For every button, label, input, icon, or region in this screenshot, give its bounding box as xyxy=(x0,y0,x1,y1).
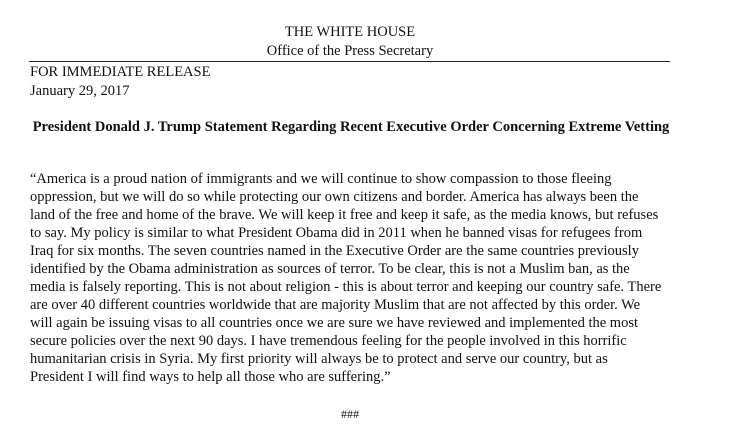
statement-line: humanitarian crisis in Syria. My first priority will always be to protect and serve our country, but as xyxy=(30,351,608,367)
header-divider xyxy=(29,61,670,62)
statement-line: secure policies over the next 90 days. I have tremendous feeling for the people involved in this horrific xyxy=(30,333,627,349)
release-date: January 29, 2017 xyxy=(30,83,130,99)
organization-title: THE WHITE HOUSE xyxy=(284,24,416,40)
statement-line: Iraq for six months. The seven countries named in the Executive Order are the same countries previously xyxy=(30,243,639,259)
end-of-release-mark: ### xyxy=(341,407,359,421)
office-subtitle: Office of the Press Secretary xyxy=(266,43,434,59)
statement-body xyxy=(30,170,675,386)
statement-line: “America is a proud nation of immigrants and we will continue to show compassion to those fleeing xyxy=(30,171,612,187)
statement-line: identified by the Obama administration as sources of terror. To be clear, this is not a Muslim ban, as the xyxy=(30,261,630,277)
statement-line: President I will find ways to help all those who are suffering.” xyxy=(30,369,391,385)
statement-headline: President Donald J. Trump Statement Regarding Recent Executive Order Concerning Extreme Vetting xyxy=(32,119,670,135)
release-label: FOR IMMEDIATE RELEASE xyxy=(30,64,211,80)
statement-line: oppression, but we will do so while protecting our own citizens and border. America has always been the xyxy=(30,189,639,205)
statement-line: land of the free and home of the brave. We will keep it free and keep it safe, as the media knows, but refuses xyxy=(30,207,659,223)
statement-line: will again be issuing visas to all countries once we are sure we have reviewed and implemented the most xyxy=(30,315,639,331)
statement-line: media is falsely reporting. This is not about religion - this is about terror and keeping our country safe. There xyxy=(30,279,662,295)
statement-line: are over 40 different countries worldwide that are majority Muslim that are not affected by this order. We xyxy=(30,297,641,313)
statement-line: to say. My policy is similar to what President Obama did in 2011 when he banned visas for refugees from xyxy=(30,225,643,241)
